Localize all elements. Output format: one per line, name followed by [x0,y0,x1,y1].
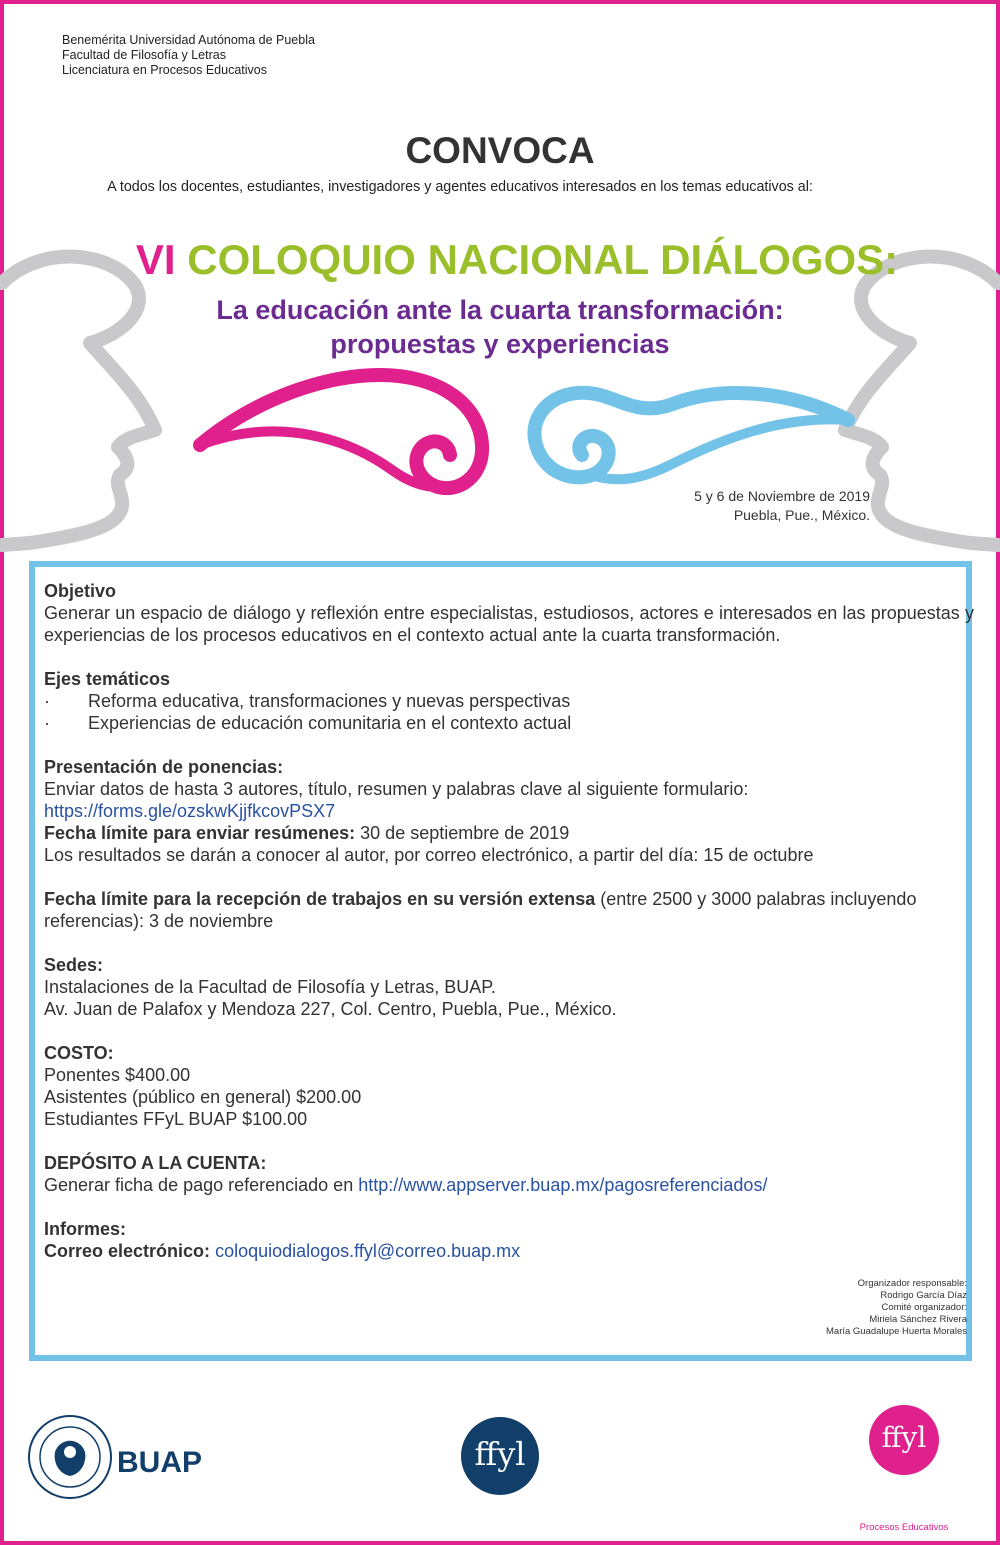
costo-heading: COSTO: [44,1043,114,1063]
subtitle-line: propuestas y experiencias [330,329,670,359]
deposito-heading: DEPÓSITO A LA CUENTA: [44,1153,267,1173]
payment-link[interactable]: http://www.appserver.buap.mx/pagosreferenciados/ [358,1175,768,1195]
sedes-line: Av. Juan de Palafox y Mendoza 227, Col. Centro, Puebla, Pue., México. [44,999,617,1019]
organizer-line: Organizador responsable: [857,1278,967,1289]
organizer-line: María Guadalupe Huerta Morales [826,1326,967,1337]
eje-item: Reforma educativa, transformaciones y nuevas perspectivas [88,691,571,711]
ponencias-text: Enviar datos de hasta 3 autores, título, resumen y palabras clave al siguiente formulario: [44,779,749,799]
deadline-line [44,822,974,844]
buap-logo [25,1412,225,1502]
event-date-place [694,487,870,525]
list-item: · Experiencias de educación comunitaria en el contexto actual [44,713,572,733]
extensa-text: (entre 2500 y 3000 palabras incluyendo referencias): 3 de noviembre [44,889,917,931]
ejes-heading: Ejes temáticos [44,669,171,689]
informes-heading: Informes: [44,1219,127,1239]
institution-header [62,33,315,78]
email-link[interactable]: coloquiodialogos.ffyl@correo.buap.mx [215,1241,521,1261]
blue-swirl-icon [592,419,848,479]
costo-item: Estudiantes FFyL BUAP $100.00 [44,1109,308,1129]
buap-wordmark: BUAP [117,1446,203,1479]
deposito-text: Generar ficha de pago referenciado en [44,1175,359,1195]
extensa-paragraph [44,888,974,932]
email-line [44,1240,974,1262]
intro-text: A todos los docentes, estudiantes, investigadores y agentes educativos interesados en los temas educativos al: [107,179,813,195]
info-content [44,580,974,1262]
institution-line: Facultad de Filosofía y Letras [62,48,226,62]
blue-scroll-icon [534,393,848,478]
magenta-swirl-icon [200,431,438,487]
event-title-text: COLOQUIO NACIONAL DIÁLOGOS: [187,236,899,283]
event-edition: VI [135,236,176,283]
ponencias-heading: Presentación de ponencias: [44,757,284,777]
sedes-line: Instalaciones de la Facultad de Filosofía y Letras, BUAP. [44,977,496,997]
subtitle-line: La educación ante la cuarta transformación: [216,295,784,325]
institution-line: Licenciatura en Procesos Educativos [62,63,267,77]
results-text: Los resultados se darán a conocer al autor, por correo electrónico, a partir del día: 15 de octubre [44,845,814,865]
event-title [0,236,1000,284]
costo-item: Asistentes (público en general) $200.00 [44,1087,362,1107]
organizer-line: Miriela Sánchez Rivera [869,1314,967,1325]
eje-item: Experiencias de educación comunitaria en el contexto actual [88,713,572,733]
sedes-heading: Sedes: [44,955,104,975]
institution-line: Benemérita Universidad Autónoma de Puebla [62,33,315,47]
convoca-heading: CONVOCA [405,130,595,171]
event-subtitle [0,293,1000,361]
event-date: 5 y 6 de Noviembre de 2019 [694,488,870,504]
email-label: Correo electrónico: [44,1241,211,1261]
organizer-line: Comité organizador: [881,1302,967,1313]
deadline-value: 30 de septiembre de 2019 [355,823,570,843]
organizer-line: Rodrigo García Díaz [880,1290,967,1301]
event-place: Puebla, Pue., México. [733,507,870,523]
costo-item: Ponentes $400.00 [44,1065,191,1085]
extensa-label: Fecha límite para la recepción de trabajos en su versión extensa [44,889,596,909]
deposito-line [44,1174,974,1196]
ffyl-logo-magenta: ffyl [869,1405,939,1475]
list-item: · Reforma educativa, transformaciones y nuevas perspectivas [44,691,571,711]
objetivo-text: Generar un espacio de diálogo y reflexión entre especialistas, estudiosos, actores e interesados en las propuestas y experiencias de los procesos educativos en el contexto actual ante la cuarta transformación. [44,603,974,645]
ffyl-logo-caption: Procesos Educativos [859,1522,949,1533]
form-link[interactable]: https://forms.gle/ozskwKjjfkcovPSX7 [44,801,336,821]
objetivo-heading: Objetivo [44,581,117,601]
deadline-label: Fecha límite para enviar resúmenes: [44,823,356,843]
organizers [826,1278,967,1338]
ffyl-logo-navy: ffyl [461,1417,539,1495]
